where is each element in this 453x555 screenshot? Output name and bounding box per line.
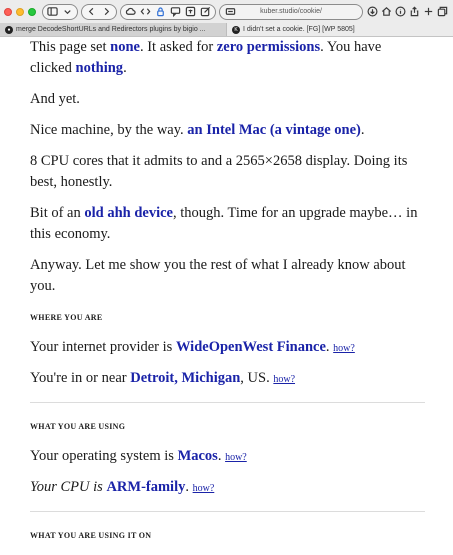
tab-bar bbox=[0, 23, 453, 37]
chat-icon[interactable] bbox=[169, 5, 182, 18]
sidebar-icon[interactable] bbox=[46, 5, 59, 18]
isp-how-link[interactable]: how? bbox=[333, 343, 355, 354]
extensions-group bbox=[120, 4, 216, 20]
tab-cookie-page[interactable] bbox=[227, 23, 453, 36]
isp-line bbox=[30, 337, 425, 359]
what-you-are-using-it-on-heading: WHAT YOU ARE USING IT ON bbox=[30, 531, 152, 540]
minimize-window-button[interactable] bbox=[16, 8, 24, 16]
location-value[interactable]: Detroit, Michigan bbox=[130, 370, 241, 386]
text: Your internet provider is bbox=[30, 339, 176, 355]
address-bar[interactable] bbox=[219, 4, 363, 20]
edit-icon[interactable] bbox=[199, 5, 212, 18]
tab-label: I didn't set a cookie. [FG] [WP 5805] bbox=[243, 26, 355, 33]
intro-paragraph-5 bbox=[30, 203, 425, 245]
text: You're in or near bbox=[30, 370, 131, 386]
os-how-link[interactable]: how? bbox=[225, 452, 247, 463]
download-icon[interactable] bbox=[366, 5, 379, 18]
window-controls bbox=[4, 8, 36, 16]
location-how-link[interactable]: how? bbox=[273, 374, 296, 385]
forward-icon[interactable] bbox=[100, 5, 113, 18]
intro-paragraph-1 bbox=[30, 37, 425, 79]
browser-toolbar bbox=[0, 0, 453, 23]
translate-icon[interactable] bbox=[184, 5, 197, 18]
text: This page set bbox=[30, 39, 111, 55]
zero-permissions-link[interactable]: zero permissions bbox=[216, 39, 321, 55]
section-divider bbox=[30, 402, 425, 403]
text: , though. Time for an upgrade maybe… in this economy. bbox=[30, 205, 418, 242]
new-tab-icon[interactable] bbox=[422, 5, 435, 18]
tab-overview-icon[interactable] bbox=[436, 5, 449, 18]
text: , US. bbox=[240, 370, 274, 386]
what-you-are-using-heading: WHAT YOU ARE USING bbox=[30, 422, 126, 431]
toolbar-actions bbox=[366, 5, 449, 18]
text: . It asked for bbox=[139, 39, 217, 55]
cpu-value[interactable]: ARM-family bbox=[106, 479, 186, 495]
code-icon[interactable] bbox=[139, 5, 152, 18]
intro-paragraph-4: 8 CPU cores that it admits to and a 2565×2658 display. Doing its best, honestly. bbox=[30, 153, 408, 190]
info-icon[interactable] bbox=[394, 5, 407, 18]
location-line bbox=[30, 368, 425, 390]
text: . bbox=[123, 60, 127, 76]
text: Bit of an bbox=[30, 205, 85, 221]
isp-value[interactable]: WideOpenWest Finance bbox=[175, 339, 326, 355]
intro-paragraph-6: Anyway. Let me show you the rest of what I already know about you. bbox=[30, 257, 406, 294]
text: . You have clicked bbox=[30, 39, 382, 76]
where-you-are-heading: WHERE YOU ARE bbox=[30, 313, 103, 322]
text: Nice machine, by the way. bbox=[30, 122, 188, 138]
text: Your operating system is bbox=[30, 448, 178, 464]
page-content bbox=[30, 37, 425, 555]
back-icon[interactable] bbox=[85, 5, 98, 18]
os-value[interactable]: Macos bbox=[177, 448, 218, 464]
text: . bbox=[325, 339, 334, 355]
url-text[interactable]: kuber.studio/cookie/ bbox=[260, 8, 322, 15]
tab-github-pr[interactable] bbox=[0, 23, 227, 36]
close-window-button[interactable] bbox=[4, 8, 12, 16]
navigation-group bbox=[81, 4, 117, 20]
zoom-window-button[interactable] bbox=[28, 8, 36, 16]
cpu-line bbox=[30, 477, 425, 499]
text: . bbox=[360, 122, 365, 138]
site-favicon-icon: K bbox=[232, 26, 240, 34]
chevron-down-icon[interactable] bbox=[61, 5, 74, 18]
os-line bbox=[30, 446, 425, 468]
intro-paragraph-2: And yet. bbox=[30, 91, 80, 107]
tab-label: merge DecodeShortURLs and Redirectors plugins by bigio ... bbox=[16, 26, 206, 33]
machine-link[interactable]: an Intel Mac (a vintage one) bbox=[187, 122, 361, 138]
cloud-icon[interactable] bbox=[124, 5, 137, 18]
lock-icon[interactable] bbox=[154, 5, 167, 18]
text: . bbox=[217, 448, 226, 464]
none-link[interactable]: none bbox=[110, 39, 140, 55]
share-icon[interactable] bbox=[408, 5, 421, 18]
home-icon[interactable] bbox=[380, 5, 393, 18]
nothing-link[interactable]: nothing bbox=[75, 60, 124, 76]
old-device-link[interactable]: old ahh device bbox=[84, 205, 173, 221]
section-divider bbox=[30, 511, 425, 512]
github-icon: ● bbox=[5, 26, 13, 34]
text: . bbox=[185, 479, 193, 495]
text: Your CPU is bbox=[30, 479, 107, 495]
cpu-how-link[interactable]: how? bbox=[192, 483, 215, 494]
sidebar-toggle-group[interactable] bbox=[42, 4, 78, 20]
intro-paragraph-3 bbox=[30, 120, 425, 141]
